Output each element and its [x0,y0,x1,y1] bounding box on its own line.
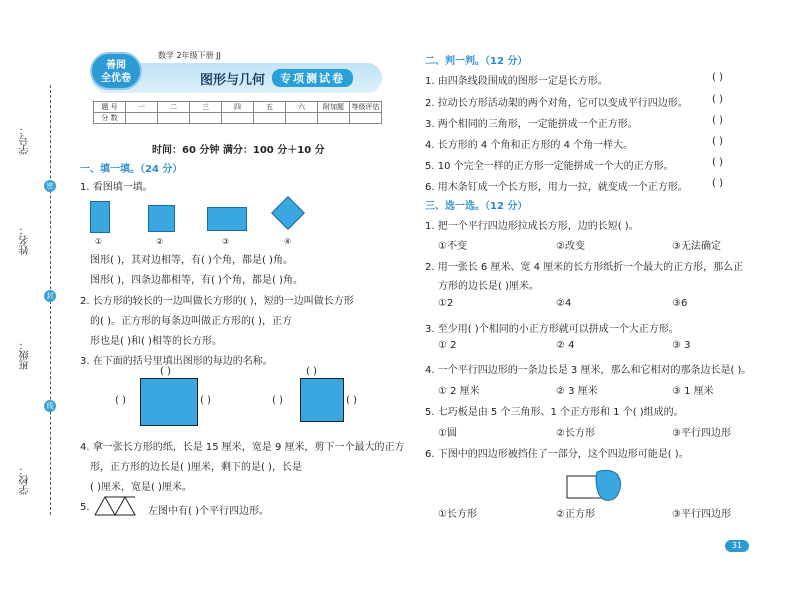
option[interactable]: ①圆 [438,428,457,439]
class-label: 班级： [20,340,31,370]
page-title: 图形与几何 [200,73,266,88]
question-text: 形也是( )和( )相等的长方形。 [90,336,222,347]
answer-blank[interactable]: ( ) [272,395,283,406]
option[interactable]: ③ 1 厘米 [672,386,714,397]
score-cell[interactable] [254,113,286,124]
square-figure [300,378,344,422]
answer-blank[interactable]: ( ) [712,178,723,189]
title-tag: 专项测试卷 [272,69,353,87]
option[interactable]: ③平行四边形 [672,509,731,520]
rectangle-shape-3 [207,207,247,231]
seal-mark: 密 [44,180,56,192]
score-cell[interactable] [126,113,158,124]
answer-blank[interactable]: ( ) [200,395,211,406]
option[interactable]: ③平行四边形 [672,428,731,439]
rectangle-figure [140,378,198,426]
shape-label: ④ [284,237,292,246]
question-text: 方形的边长是( )厘米。 [438,281,539,292]
score-header-cell: 等级评估 [351,103,380,111]
option[interactable]: ① 2 厘米 [438,386,480,397]
shape-label: ③ [222,237,230,246]
question-text: 2. 拉动长方形活动架的两个对角，它可以变成平行四边形。 [425,98,688,109]
question-text: 1. 把一个平行四边形拉成长方形，边的长短( )。 [425,221,639,232]
score-cell[interactable] [318,113,350,124]
seal-mark: 线 [44,400,56,412]
covered-quadrilateral-figure [565,468,625,504]
page-number: 31 [725,540,749,552]
answer-blank[interactable]: ( ) [712,72,723,83]
brand-logo [90,52,142,90]
option[interactable]: ②长方形 [556,428,595,439]
seal-mark: 封 [44,290,56,302]
option[interactable]: ③ 3 [672,340,691,351]
option[interactable]: ①2 [438,298,454,309]
score-table [93,101,382,124]
question-text: 3. 两个相同的三角形，一定能拼成一个正方形。 [425,119,638,130]
answer-blank[interactable]: ( ) [346,395,357,406]
option[interactable]: ②4 [556,298,572,309]
question-text: 3. 在下面的括号里填出图形的每边的名称。 [80,356,273,367]
score-header-cell: 四 [222,102,254,113]
question-text: 4. 拿一张长方形的纸，长是 15 厘米，宽是 9 厘米，剪下一个最大的正方 [80,442,405,453]
answer-blank[interactable]: ( ) [712,157,723,168]
score-header-cell: 附加题 [318,102,350,113]
square-shape-4 [271,196,305,230]
score-header-cell: 三 [190,102,222,113]
score-header-cell: 一 [126,102,158,113]
option[interactable]: ③6 [672,298,688,309]
score-header-cell: 五 [254,102,286,113]
logo-text: 善阅 [106,60,126,71]
answer-blank[interactable]: ( ) [115,395,126,406]
question-text: 5. 七巧板是由 5 个三角形、1 个正方形和 1 个( )组成的。 [425,407,684,418]
question-text: 6. 用木条钉成一个长方形，用力一拉，就变成一个正方形。 [425,182,688,193]
answer-blank[interactable]: ( ) [712,115,723,126]
square-shape-2 [148,205,175,232]
option[interactable]: ② 3 厘米 [556,386,598,397]
question-text: 形，正方形的边长是( )厘米，剩下的是( )，长是 [90,462,302,473]
option[interactable]: ② 4 [556,340,575,351]
section-heading: 三、选一选。（12 分） [425,201,528,212]
question-text: ( )厘米，宽是( )厘米。 [90,482,192,493]
time-score-info: 时间：60 分钟 满分：100 分＋10 分 [152,145,325,156]
option[interactable]: ②改变 [556,241,585,252]
question-text: 2. 长方形的较长的一边叫做长方形的( )，短的一边叫做长方形 [80,296,354,307]
question-text: 5. 10 个完全一样的正方形一定能拼成一个大的正方形。 [425,161,674,172]
score-cell[interactable] [190,113,222,124]
school-label: 学校： [20,465,31,495]
option[interactable]: ①不变 [438,241,467,252]
score-row-label: 分 数 [94,113,126,124]
question-text: 1. 看图填一填。 [80,182,153,193]
question-text: 左图中有( )个平行四边形。 [148,506,269,517]
score-header-cell: 六 [286,102,318,113]
score-header-cell: 二 [158,102,190,113]
score-header-cell: 题 号 [94,102,126,113]
option[interactable]: ②正方形 [556,509,595,520]
answer-blank[interactable]: ( ) [306,366,317,377]
section-heading: 二、判一判。（12 分） [425,56,528,67]
subject-line: 数学 2年级下册 JJ [158,51,221,60]
score-cell[interactable] [222,113,254,124]
logo-text: 全优卷 [101,73,131,84]
shape-label: ② [156,237,164,246]
question-text: 4. 长方形的 4 个角和正方形的 4 个角一样大。 [425,140,634,151]
score-cell[interactable] [286,113,318,124]
student-no-label: 学号： [20,125,31,155]
question-text: 图形( )，其对边相等，有( )个角，都是( )角。 [90,255,293,266]
answer-blank[interactable]: ( ) [712,94,723,105]
question-text: 6. 下图中的四边形被挡住了一部分，这个四边形可能是( )。 [425,449,689,460]
section-heading: 一、填一填。（24 分） [80,164,183,175]
question-text: 4. 一个平行四边形的一条边长是 3 厘米，那么和它相对的那条边长是( )。 [425,365,752,376]
question-text: 3. 至少用( )个相同的小正方形就可以拼成一个大正方形。 [425,324,679,335]
option[interactable]: ③无法确定 [672,241,721,252]
option[interactable]: ① 2 [438,340,457,351]
score-cell[interactable] [350,113,382,124]
shape-label: ① [95,237,103,246]
rectangle-shape-1 [90,201,110,233]
score-cell[interactable] [158,113,190,124]
question-number: 5. [80,502,90,513]
name-label: 姓名： [20,225,31,255]
option[interactable]: ①长方形 [438,509,477,520]
question-text: 1. 由四条线段围成的图形一定是长方形。 [425,76,608,87]
triangles-figure [93,495,143,517]
question-text: 图形( )，四条边都相等，有( )个角，都是( )角。 [90,275,303,286]
question-text: 2. 用一张长 6 厘米、宽 4 厘米的长方形纸折一个最大的正方形，那么正 [425,262,744,273]
question-text: 的( )。正方形的每条边叫做正方形的( )，正方 [90,316,292,327]
answer-blank[interactable]: ( ) [712,136,723,147]
answer-blank[interactable]: ( ) [160,366,171,377]
